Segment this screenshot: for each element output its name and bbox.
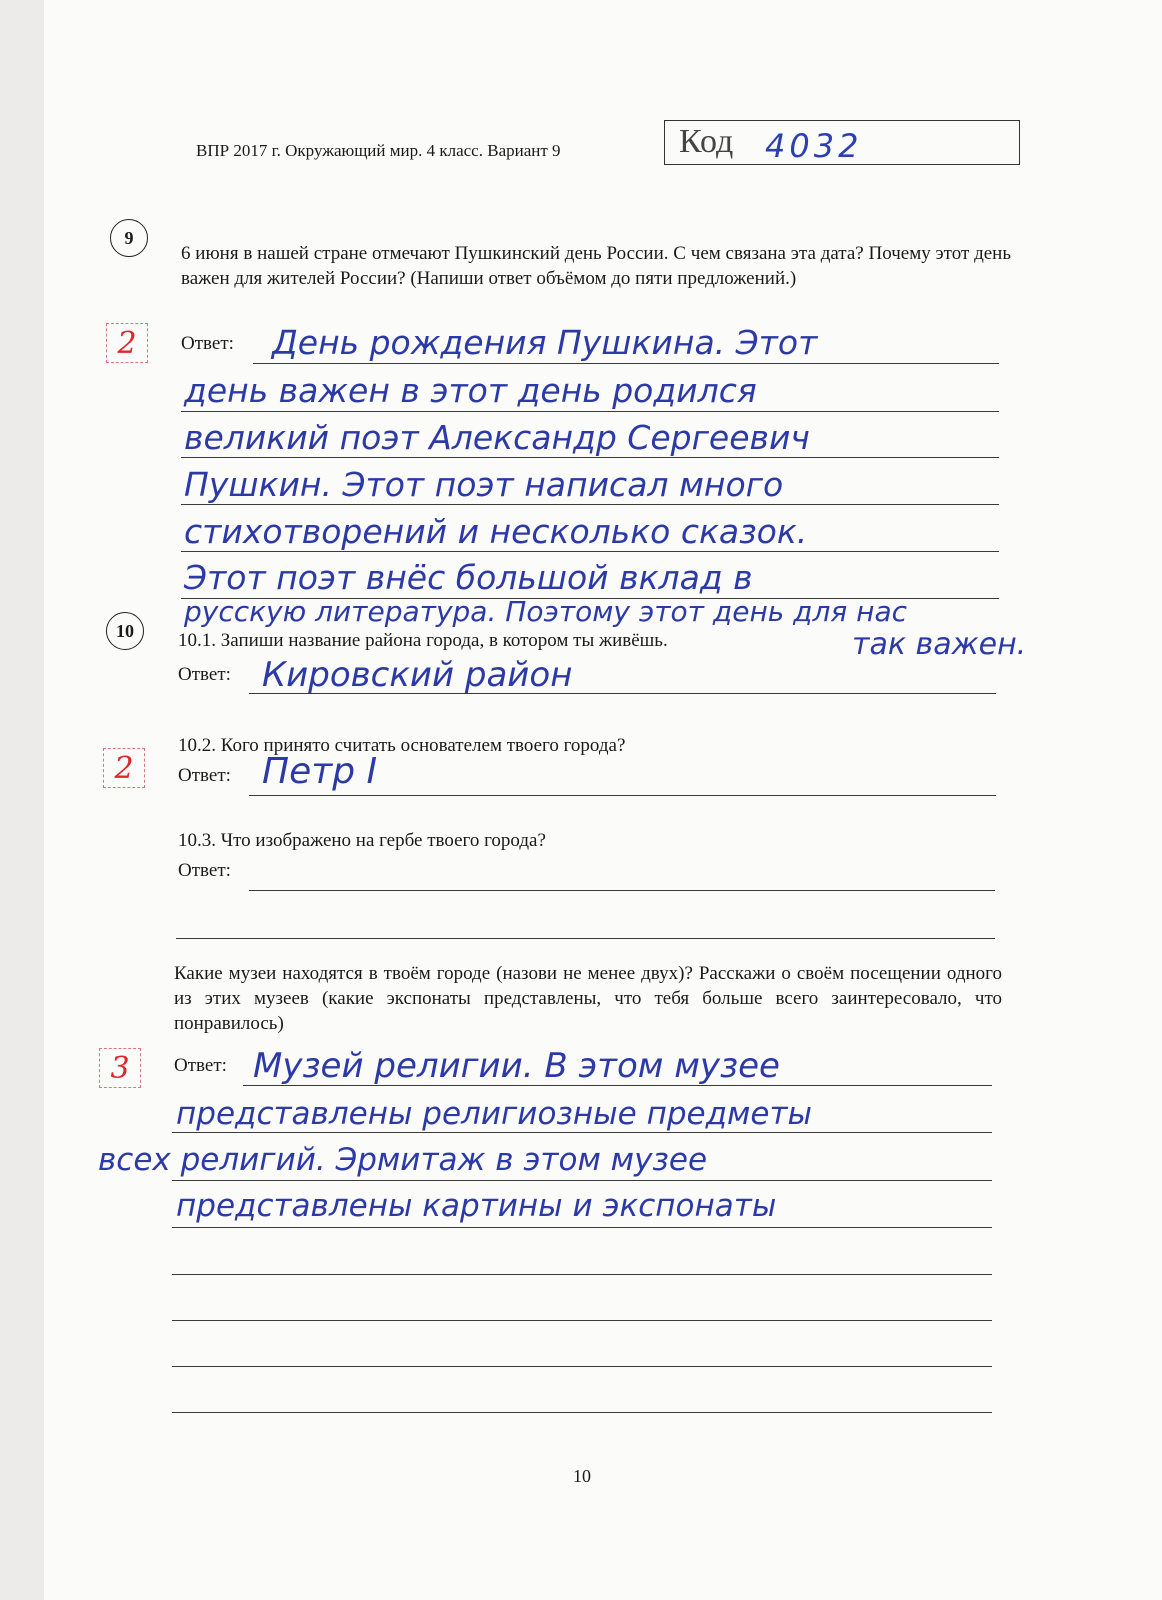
page-header-title: ВПР 2017 г. Окружающий мир. 4 класс. Вариант 9 [196, 141, 561, 160]
handwritten-answer-line: стихотворений и несколько сказок. [184, 512, 808, 551]
answer-line [172, 1320, 992, 1321]
score-box-q9: 2 [106, 323, 148, 363]
answer-label-q10-3: Ответ: [178, 860, 231, 881]
answer-line [172, 1180, 992, 1181]
handwritten-answer-line: Этот поэт внёс большой вклад в [184, 558, 753, 597]
answer-line [172, 1274, 992, 1275]
score-box-q11: 3 [99, 1048, 141, 1088]
answer-label-q10-1: Ответ: [178, 664, 231, 685]
code-label: Код [679, 123, 734, 160]
score-box-q10: 2 [103, 748, 145, 788]
answer-line [253, 363, 999, 364]
handwritten-answer-line: представлены картины и экспонаты [176, 1188, 777, 1224]
handwritten-answer-line: День рождения Пушкина. Этот [272, 323, 818, 362]
code-value: 4032 [765, 127, 863, 165]
question-number-10: 10 [106, 612, 144, 650]
answer-line [172, 1227, 992, 1228]
handwritten-answer-line: Петр I [262, 751, 378, 792]
handwritten-answer-line: Пушкин. Этот поэт написал много [184, 465, 784, 504]
handwritten-answer-line: Кировский район [262, 655, 573, 695]
question-10-1-text: 10.1. Запиши название района города, в котором ты живёшь. [178, 630, 668, 651]
code-box [664, 120, 1020, 165]
question-9-text: 6 июня в нашей стране отмечают Пушкинский день России. С чем связана эта дата? Почему этот день важен для жителей России? (Напиши ответ объёмом до пяти предложений.) [181, 243, 1011, 289]
handwritten-answer-line: так важен. [852, 627, 1027, 662]
handwritten-answer-line: великий поэт Александр Сергеевич [184, 418, 810, 457]
handwritten-answer-line: представлены религиозные предметы [176, 1096, 813, 1132]
exam-sheet [44, 0, 1162, 1600]
answer-label-q10-2: Ответ: [178, 765, 231, 786]
handwritten-answer-line: русскую литература. Поэтому этот день для нас [184, 595, 908, 628]
answer-line [176, 938, 995, 939]
answer-line [172, 1412, 992, 1413]
question-11-text: Какие музеи находятся в твоём городе (назови не менее двух)? Расскажи о своём посещении одного из этих музеев (какие экспонаты представлены, что тебя больше всего заинтересовало, что понравилось) [174, 963, 1002, 1034]
question-10-3-text: 10.3. Что изображено на гербе твоего города? [178, 830, 546, 851]
answer-line [181, 411, 999, 412]
handwritten-answer-line: всех религий. Эрмитаж в этом музее [98, 1142, 708, 1178]
question-10-2-text: 10.2. Кого принято считать основателем твоего города? [178, 735, 626, 756]
answer-label-q9: Ответ: [181, 333, 234, 354]
answer-line [249, 890, 995, 891]
answer-line [249, 795, 996, 796]
handwritten-answer-line: Музей религии. В этом музее [253, 1046, 780, 1086]
answer-line [172, 1366, 992, 1367]
question-number-9: 9 [110, 219, 148, 257]
handwritten-answer-line: день важен в этот день родился [184, 371, 757, 410]
answer-label-q11: Ответ: [174, 1055, 227, 1076]
page-number: 10 [573, 1466, 591, 1486]
